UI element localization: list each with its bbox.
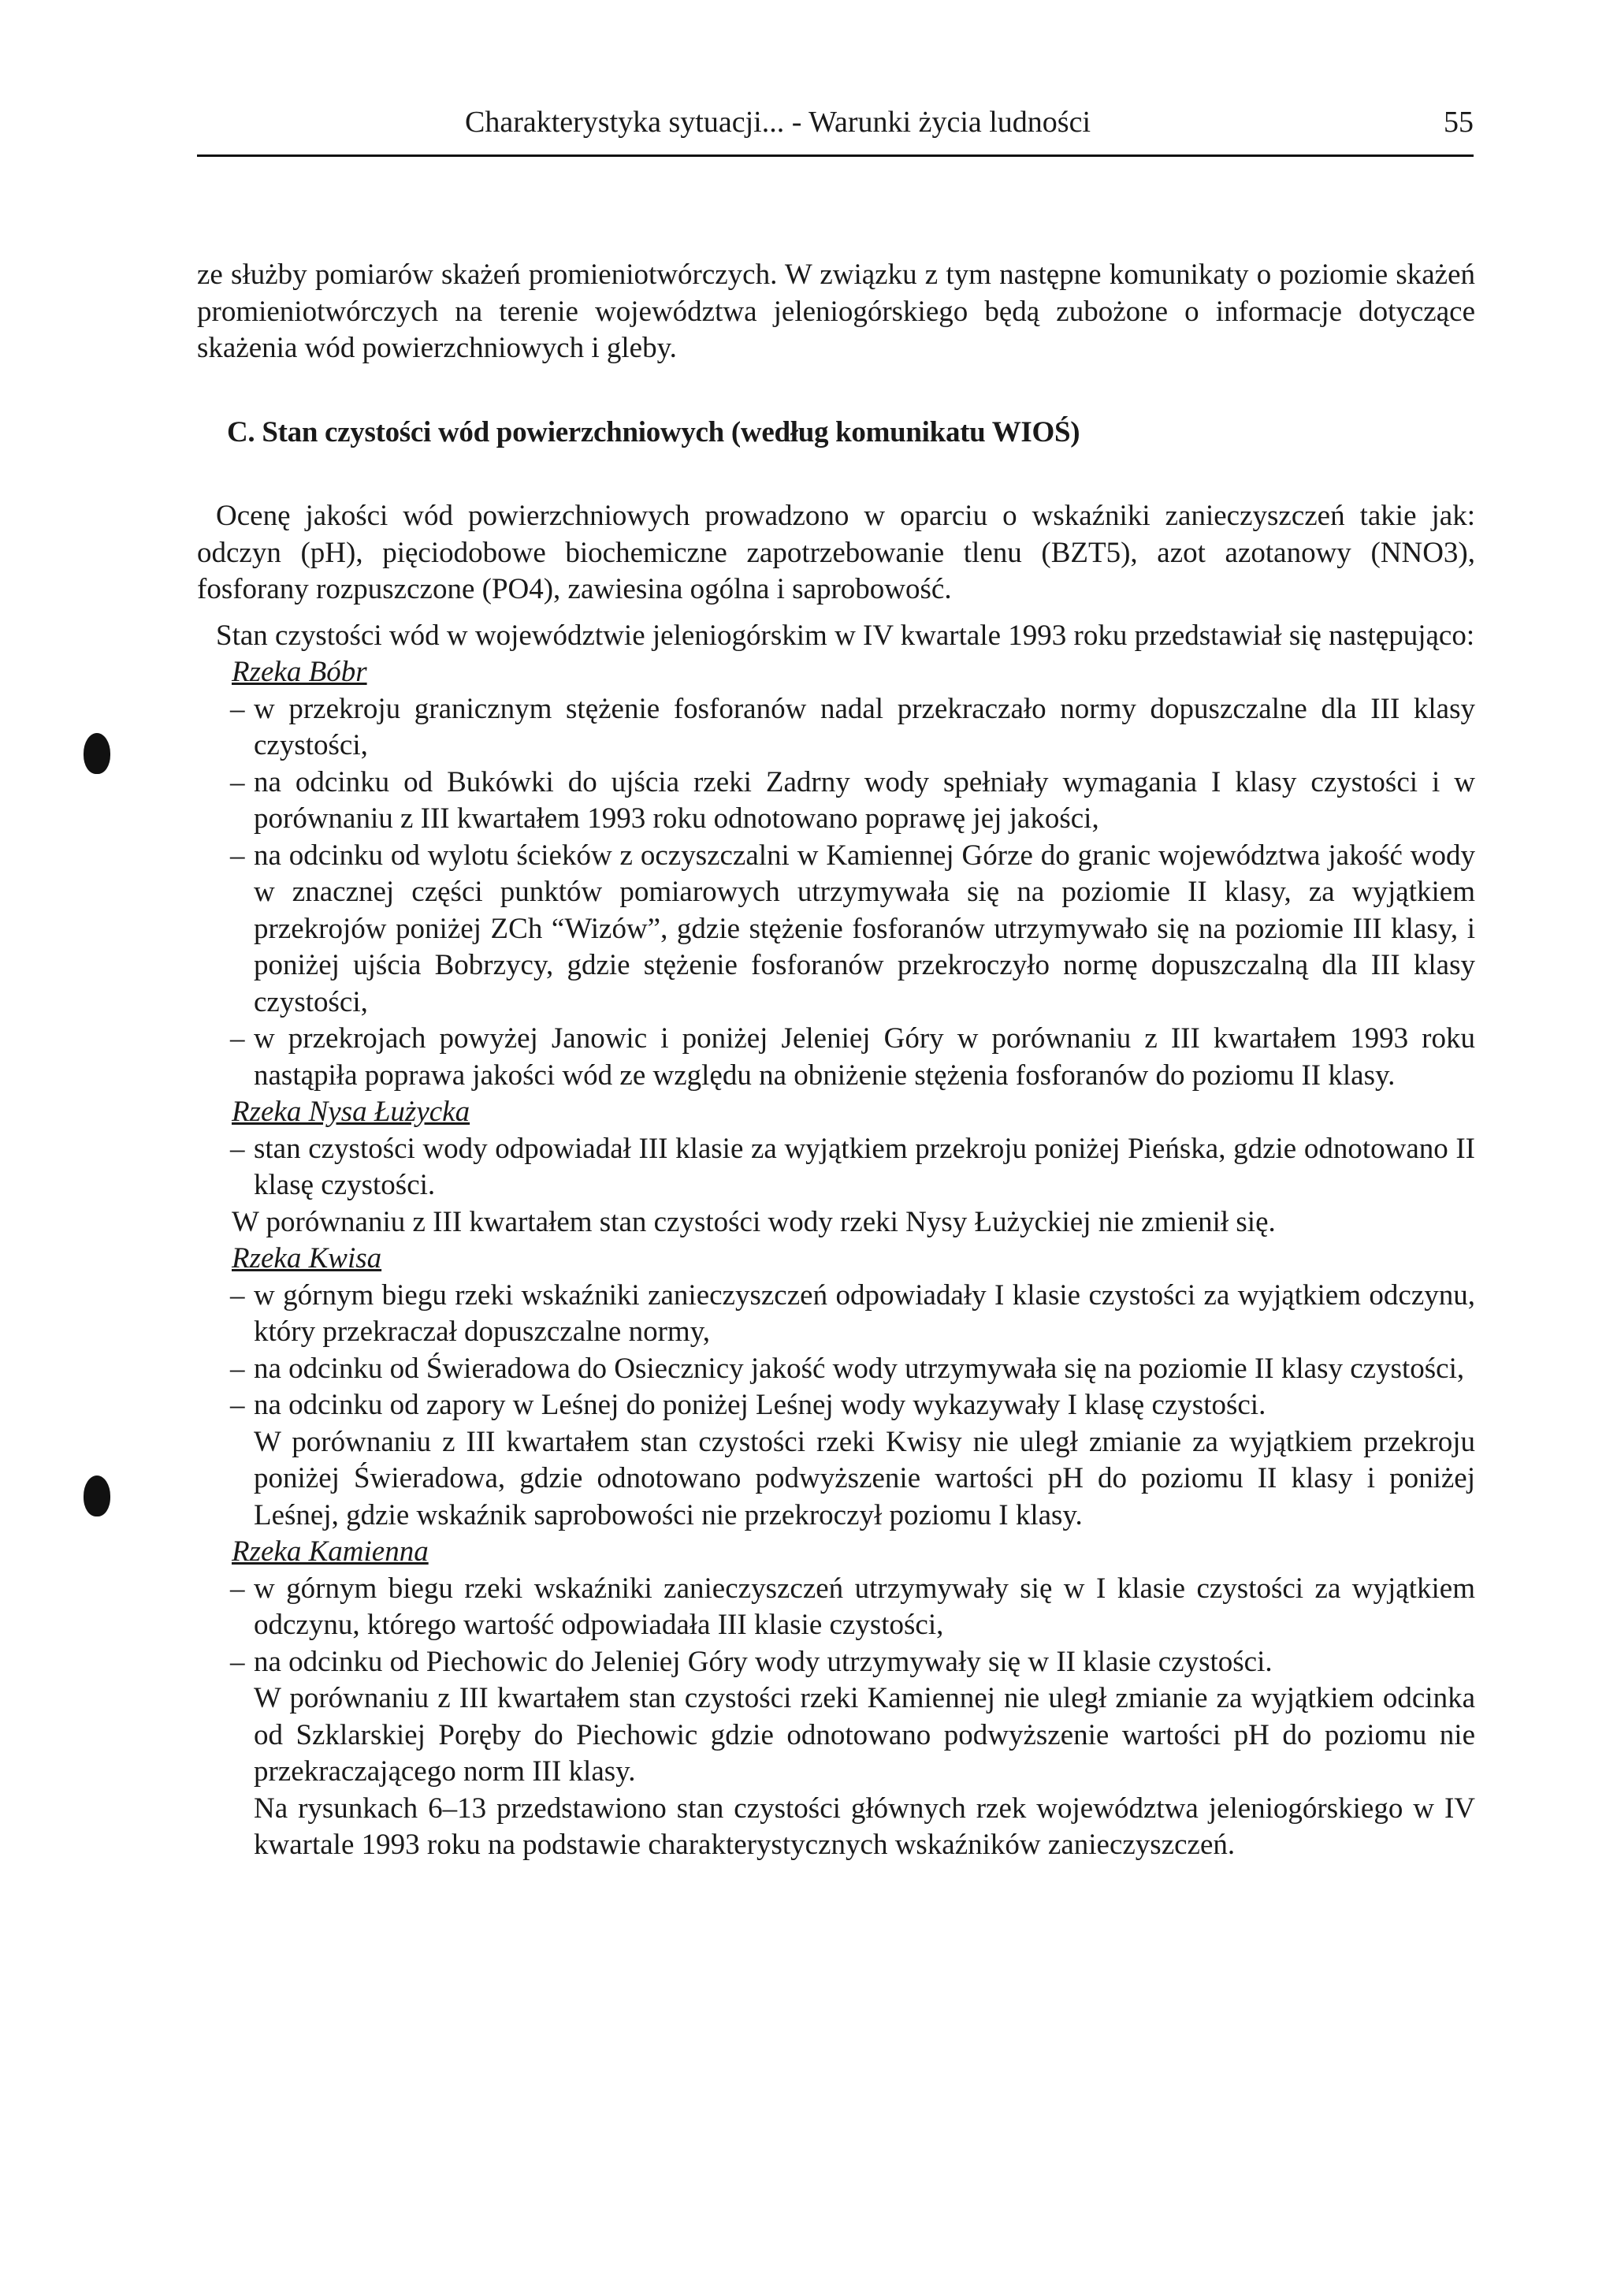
river-item-list <box>197 691 1475 1095</box>
river-section <box>197 1241 1475 1534</box>
list-item <box>197 1131 1475 1204</box>
intro-paragraph: ze służby pomiarów skażeń promieniotwórczych. W związku z tym następne komunikaty o poziomie skażeń promieniotwórczych na terenie województwa jeleniogórskiego będą zubożone o informacje dotyczące skażenia wód powierzchniowych i gleby. <box>197 259 1475 364</box>
list-item-text: na odcinku od wylotu ścieków z oczyszczalni w Kamiennej Górze do granic województwa jakość wody w znacznej części punktów pomiarowych utrzymywała się na poziomie II klasy, za wyjątkiem przekrojów poniżej ZCh “Wizów”, gdzie stężenie fosforanów utrzymywało się na poziomie III klasy, i poniżej ujścia Bobrzycy, gdzie stężenie fosforanów przekroczyło normę dopuszczalną dla III klasy czystości, <box>254 839 1475 1018</box>
list-item <box>197 1644 1475 1681</box>
river-note: W porównaniu z III kwartałem stan czystości rzeki Kamiennej nie uległ zmianie za wyjątkiem odcinka od Szklarskiej Poręby do Piechowic gdzie odnotowano podwyższenie wartości pH do poziomu nie przekraczającego norm III klasy. <box>254 1682 1475 1788</box>
running-title: Charakterystyka sytuacji... - Warunki życia ludności <box>465 106 1091 139</box>
list-item-text: w górnym biegu rzeki wskaźniki zanieczyszczeń utrzymywały się w I klasie czystości za wyjątkiem odczynu, którego wartość odpowiadała III klasie czystości, <box>254 1572 1475 1641</box>
list-item-text: na odcinku od zapory w Leśnej do poniżej Leśnej wody wykazywały I klasę czystości. <box>254 1389 1266 1421</box>
list-item <box>197 765 1475 838</box>
dash-bullet: – <box>230 1278 245 1312</box>
dash-bullet: – <box>230 692 245 725</box>
binder-hole-mark <box>84 1475 110 1516</box>
river-heading: Rzeka Bóbr <box>232 656 367 688</box>
dash-bullet: – <box>230 1389 245 1421</box>
status-intro-paragraph: Stan czystości wód w województwie jeleniogórskim w IV kwartale 1993 roku przedstawiał się następująco: <box>216 619 1475 652</box>
river-item-list <box>197 1571 1475 1681</box>
river-item-list <box>197 1131 1475 1204</box>
river-section <box>197 654 1475 1094</box>
list-item <box>197 838 1475 1021</box>
dash-bullet: – <box>230 765 245 798</box>
river-section <box>197 1534 1475 1791</box>
dash-bullet: – <box>230 1352 245 1385</box>
river-section <box>197 1094 1475 1241</box>
section-heading: C. Stan czystości wód powierzchniowych (według komunikatu WIOŚ) <box>227 415 1080 448</box>
document-body <box>197 257 1475 1864</box>
list-item <box>197 1351 1475 1388</box>
dash-bullet: – <box>230 1022 245 1055</box>
list-item-text: w przekrojach powyżej Janowic i poniżej Jeleniej Góry w porównaniu z III kwartałem 1993 roku nastąpiła poprawa jakości wód ze względu na obniżenie stężenia fosforanów do poziomu II klasy. <box>254 1022 1475 1092</box>
page-number: 55 <box>1444 106 1474 139</box>
list-item-text: na odcinku od Piechowic do Jeleniej Góry wody utrzymywały się w II klasie czystości. <box>254 1645 1273 1678</box>
list-item-text: w górnym biegu rzeki wskaźniki zanieczyszczeń odpowiadały I klasie czystości za wyjątkiem odczynu, który przekraczał dopuszczalne normy, <box>254 1278 1475 1348</box>
dash-bullet: – <box>230 839 245 872</box>
river-heading: Rzeka Kwisa <box>232 1242 382 1275</box>
list-item <box>197 1021 1475 1094</box>
dash-bullet: – <box>230 1645 245 1678</box>
list-item-text: stan czystości wody odpowiadał III klasie za wyjątkiem przekroju poniżej Pieńska, gdzie odnotowano II klasę czystości. <box>254 1132 1475 1201</box>
list-item <box>197 1387 1475 1424</box>
river-heading: Rzeka Kamienna <box>232 1535 429 1568</box>
list-item-text: w przekroju granicznym stężenie fosforanów nadal przekraczało normy dopuszczalne dla III klasy czystości, <box>254 692 1475 761</box>
list-item <box>197 1278 1475 1351</box>
dash-bullet: – <box>230 1132 245 1165</box>
closing-paragraph: Na rysunkach 6–13 przedstawiono stan czystości głównych rzek województwa jeleniogórskiego w IV kwartale 1993 roku na podstawie charakterystycznych wskaźników zanieczyszczeń. <box>254 1792 1475 1861</box>
river-note: W porównaniu z III kwartałem stan czystości rzeki Kwisy nie uległ zmianie za wyjątkiem przekroju poniżej Świeradowa, gdzie odnotowano podwyższenie wartości pH do poziomu II klasy i poniżej Leśnej, gdzie wskaźnik saprobowości nie przekroczył poziomu I klasy. <box>254 1425 1475 1531</box>
list-item-text: na odcinku od Świeradowa do Osiecznicy jakość wody utrzymywała się na poziomie II klasy czystości, <box>254 1352 1465 1385</box>
river-heading: Rzeka Nysa Łużycka <box>232 1096 470 1128</box>
list-item <box>197 1571 1475 1644</box>
river-item-list <box>197 1278 1475 1424</box>
dash-bullet: – <box>230 1572 245 1605</box>
assessment-paragraph: Ocenę jakości wód powierzchniowych prowadzono w oparciu o wskaźniki zanieczyszczeń takie jak: odczyn (pH), pięciodobowe biochemiczne zapotrzebowanie tlenu (BZT5), azot azotanowy (NNO3), fosforany rozpuszczone (PO4), zawiesina ogólna i saprobowość. <box>197 500 1475 605</box>
binder-hole-mark <box>84 733 110 774</box>
list-item-text: na odcinku od Bukówki do ujścia rzeki Zadrny wody spełniały wymagania I klasy czystości i w porównaniu z III kwartałem 1993 roku odnotowano poprawę jej jakości, <box>254 765 1475 835</box>
river-note: W porównaniu z III kwartałem stan czystości wody rzeki Nysy Łużyckiej nie zmienił się. <box>232 1205 1276 1238</box>
header-rule <box>197 154 1474 157</box>
list-item <box>197 691 1475 765</box>
